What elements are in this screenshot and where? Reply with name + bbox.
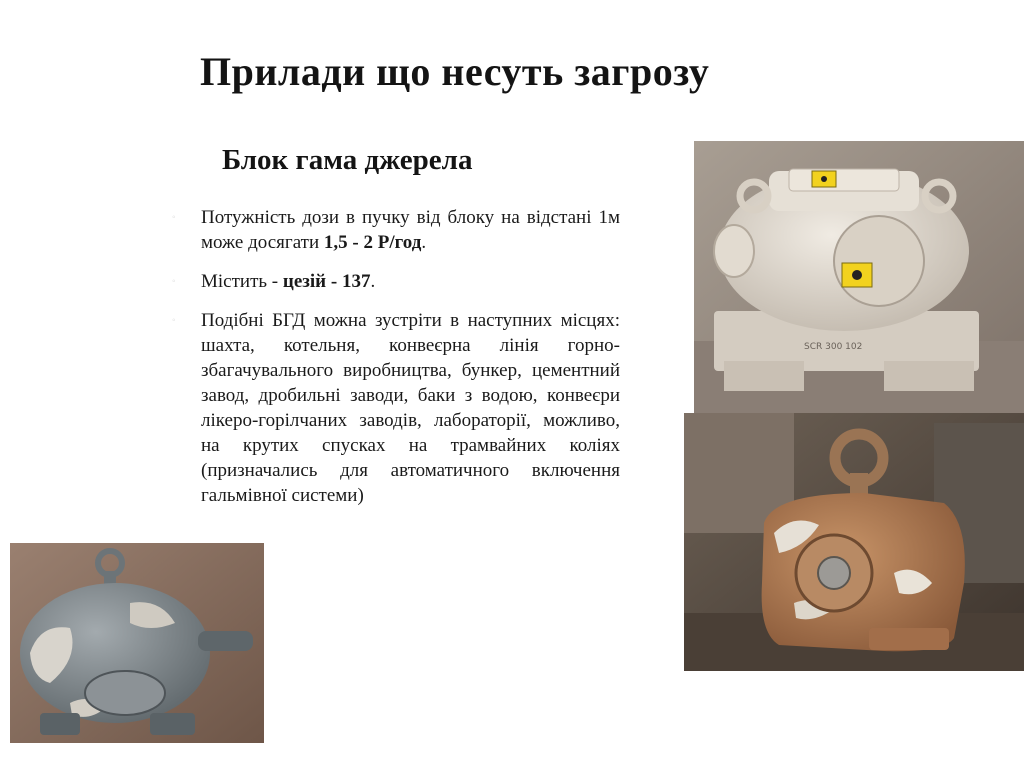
bullet-item	[160, 205, 620, 255]
bullet-text: Подібні БГД можна зустріти в наступних місцях: шахта, котельня, конвеєрна лінія горно-збагачувального виробництва, бункер, цементний завод, дробильні заводи, баки з водою, конвеєри лікеро-горілчаних заводів, лабораторії, можливо, на крутих спусках на трамвайних коліях (призначались для автоматичного включення гальмівної системи)	[201, 310, 620, 506]
bullet-marker-icon: ◦	[172, 212, 176, 223]
bullet-marker-icon: ◦	[172, 315, 176, 326]
gamma-source-block-photo	[694, 141, 1024, 417]
bullet-list	[160, 205, 620, 522]
bullet-emphasis: цезій - 137	[282, 271, 371, 292]
slide-subtitle: Блок гама джерела	[222, 144, 473, 176]
bullet-emphasis: 1,5 - 2 Р/год	[323, 232, 422, 253]
bullet-text: Потужність дози в пучку від блоку на відстані 1м може досягати	[201, 207, 620, 253]
bullet-marker-icon: ◦	[172, 276, 176, 287]
bullet-text: .	[370, 271, 376, 292]
slide-title: Прилади що несуть загрозу	[200, 49, 710, 94]
bullet-text: .	[421, 232, 427, 253]
rusted-gamma-source-photo	[684, 413, 1024, 671]
bullet-text: Містить -	[201, 271, 283, 292]
corroded-gamma-source-photo	[10, 543, 264, 743]
svg-text:SCR 300 102: SCR 300 102	[804, 342, 863, 352]
bullet-item	[160, 269, 620, 294]
bullet-item	[160, 308, 620, 508]
